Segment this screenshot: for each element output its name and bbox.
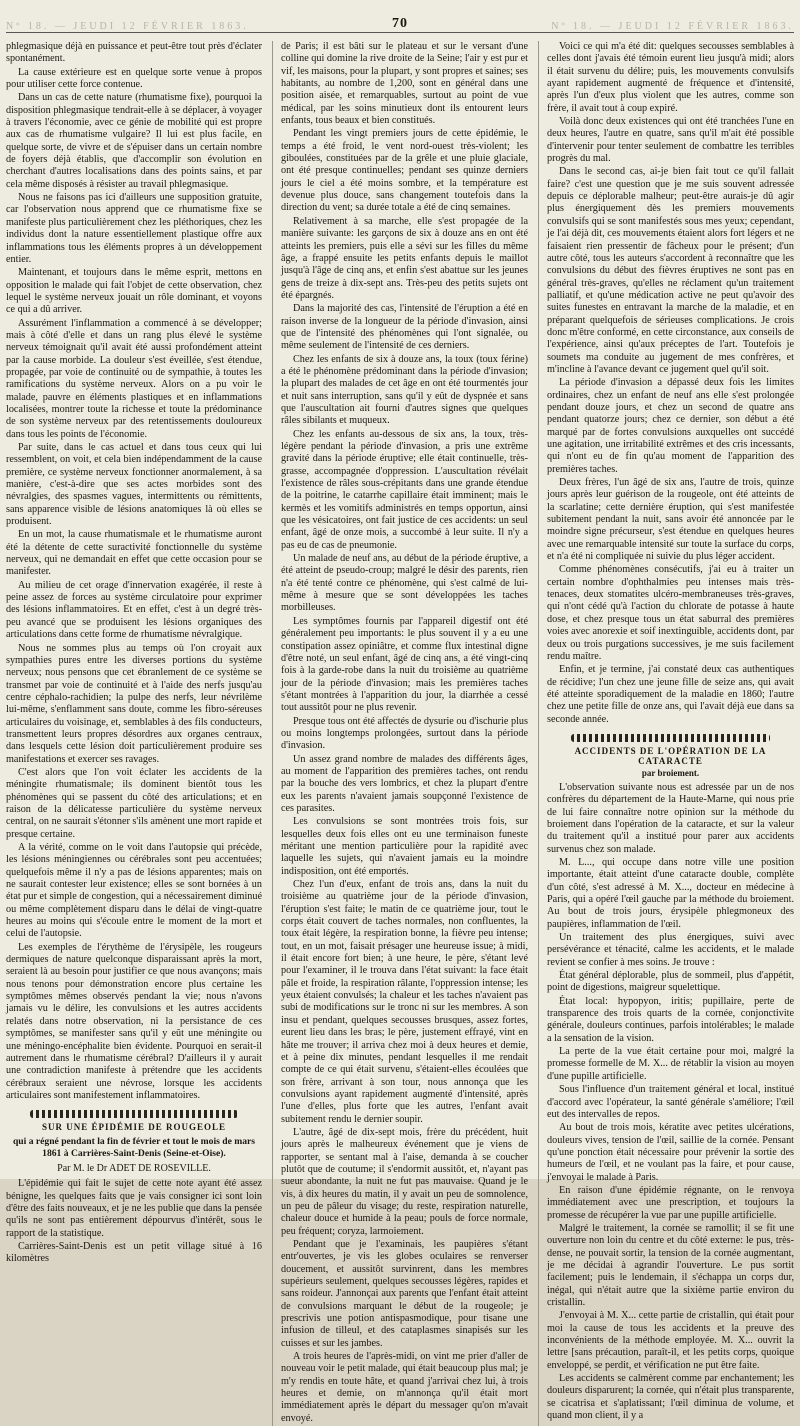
page-number: 70	[392, 16, 408, 31]
paragraph: État local: hypopyon, iritis; pupillaire, perte de transparence des trois quarts de la cornée, conjonctivite générale, douleurs continues, parfois intolérables; le malade a la sensation de la vision.	[547, 995, 794, 1044]
paragraph: État général déplorable, plus de sommeil, plus d'appétit, point de digestions, maigreur squelettique.	[547, 970, 794, 994]
article-title: ACCIDENTS DE L'OPÉRATION DE LA CATARACTE	[574, 745, 767, 766]
page-header	[6, 6, 794, 33]
paragraph: Presque tous ont été affectés de dysurie ou d'ischurie plus ou moins longtemps prolongées, surtout dans la période d'invasion.	[281, 715, 528, 752]
article-byline: Par M. le Dr ADET DE ROSEVILLE.	[57, 1163, 211, 1175]
paragraph: Malgré le traitement, la cornée se ramollit; il se fit une ouverture non loin du centre et du côté externe: le pus, très-dense, ne pouvait sortir, la tension de la cornée augmentant, je me décidai à agrandir l'ouverture. Le pus sortit facilement; puis le lendemain, il s'échappa un corps dur, inégal, qui n'était autre que la sixième partie environ du cristallin.	[547, 1222, 794, 1308]
paragraph: A la vérité, comme on le voit dans l'autopsie qui précède, les lésions méningiennes ou cérébrales sont peu accentuées; quelquefois même il n'y a pas de lésions apparentes; mais on ne saurait contester leur existence; elles se sont bornées à un état pur et simple de congestion, qui a nécessairement diminué ou même complètement disparu dans le délai de vingt-quatre heures au moins qui s'écoule entre le moment de la mort et celui de l'autopsie.	[6, 842, 262, 940]
article-subtitle: qui a régné pendant la fin de février et tout le mois de mars 1861 à Carrières-Saint-Denis (Seine-et-Oise).	[12, 1136, 256, 1160]
paragraph: Un traitement des plus énergiques, suivi avec persévérance et ténacité, calme les accidents, et le malade revient se confier à mes soins. Je trouve :	[547, 932, 794, 968]
paragraph: Carrières-Saint-Denis est un petit village situé à 16 kilomètres	[6, 1240, 262, 1265]
paragraph: J'envoyai à M. X... cette partie de cristallin, qui était pour moi la cause de tous les accidents et la preuve des inconvénients de la méthode employée. M. X... ouvrit la lettre [sans précaution, paraît-il, et les petits corps, quoique enveloppé, se perdit, et vérification ne put être faite.	[547, 1310, 794, 1371]
paragraph: Chez l'un d'eux, enfant de trois ans, dans la nuit du troisième au quatrième jour de la période d'invasion, l'éruption s'est faite; le matin de ce quatrième jour, tout le corps était couvert de taches normales, non confluentes, la toux était légère, la respiration bonne, la fièvre peu intense; tout, en un mot, faisait présager une heureuse issue; à midi, il était encore fort bien; à une heure, le père, s'étant levé pour l'examiner, il le trouva dans l'état suivant: la face était pâle et froide, la respiration râlante, l'oppression intense; les yeux étaient convulsés; la chaleur et les taches n'avaient pas subi de modifications sur le tronc ni sur les membres. A son insu et pendant, quelques secousses brusques, assez fortes, eurent lieu dans les bras; le père, justement effrayé, vint en hâte me trouver; il arriva chez moi à deux heures et demie, et à peine dix minutes, pendant lesquelles il me rendait compte de ce qui était survenu, s'étaient-elles écoulées que son frère, arrivant à son tour, nous annonça que les convulsions ayant rapidement augmenté d'intensité, après l'une d'elles, plus forte que les autres, l'enfant avait subitement rendu le dernier soupir.	[281, 879, 528, 1125]
paragraph: Dans la majorité des cas, l'intensité de l'éruption a été en raison inverse de la longueur de la période d'invasion, ainsi que de l'intensité des phénomènes qui l'ont signalée, ou même seulement de l'intensité de ces derniers.	[281, 303, 528, 352]
paragraph: La cause extérieure est en quelque sorte venue à propos pour utiliser cette force contenue.	[6, 66, 262, 91]
article-heading	[547, 734, 794, 778]
paragraph: L'observation suivante nous est adressée par un de nos confrères du département de la Haute-Marne, qui nous prie de lui faire connaître notre opinion sur la méthode du broiement dans l'opération de la cataracte, et sur la valeur du traitement qu'il a institué pour parer aux accidents survenus chez son malade.	[547, 781, 794, 855]
paragraph: La période d'invasion a dépassé deux fois les limites ordinaires, chez un enfant de neuf ans elle s'est prolongée pendant douze jours, et chez un second de quatre ans pendant quatorze jours; chez ce dernier, son début a été marqué par de fortes convulsions auxquelles ont succédé une agitation, une irritabilité extrêmes et des cris incessants, qui n'ont eu de fin qu'au moment de l'apparition des premières taches.	[547, 377, 794, 475]
paragraph: Deux frères, l'un âgé de six ans, l'autre de trois, quinze jours après leur guérison de la rougeole, ont été atteints de la scarlatine; cette dernière éruption, qui s'est manifestée subitement pendant la nuit, sans avoir été annoncée par le moindre signe précurseur, s'est étendue en quelques heures avec une remarquable intensité sur toute la surface du corps, et n'a été ni compliquée ni suivie du plus léger accident.	[547, 477, 794, 563]
paragraph: Les symptômes fournis par l'appareil digestif ont été généralement peu importants: le plus souvent il y a eu une constipation assez opiniâtre, et comme flux intestinal digne d'être noté, un seul enfant, âgé de cinq ans, a été vingt-cinq fois à la garde-robe dans la nuit du troisième au quatrième jour de la période d'invasion; mais les premières taches s'étant montrées à l'apparition du jour, la diarrhée a cessé tout aussitôt pour ne plus revenir.	[281, 615, 528, 714]
article-heading	[6, 1110, 262, 1132]
paragraph: Nous ne sommes plus au temps où l'on croyait aux sympathies pures entre les diverses portions du système nerveux; nous pensons que cet ébranlement de ce système se transmet par voie de continuité et à l'aide des nerfs jusqu'au centre céphalo-rachidien; la pulpe des nerfs, leur névrilème lui-même, s'enflamment sans doute, comme les fibro-séreuses articulaires du voisinage, et, semblables à des fils conducteurs, transmettent leurs propres désordres aux organes centraux, dans lesquels cette lésion doit particulièrement produire ses manifestations et exercer ses ravages.	[6, 642, 262, 765]
article-title: SUR UNE ÉPIDÉMIE DE ROUGEOLE	[41, 1122, 227, 1133]
paragraph: Nous ne faisons pas ici d'ailleurs une supposition gratuite, car l'observation nous apprend que ce rhumatisme fixe se manifeste plus particulièrement chez les pléthoriques, chez les individus dont la nature essentiellement plastique offre aux inflammations tous les éléments propres à un développement entier.	[6, 192, 262, 265]
paragraph: Un assez grand nombre de malades des différents âges, au moment de l'apparition des premières taches, ont rendu par la bouche des vers lombrics, et chez la plupart d'entre eux les parents n'avaient jamais soupçonné l'existence de ces parasites.	[281, 753, 528, 814]
paragraph: Dans un cas de cette nature (rhumatisme fixe), pourquoi la disposition phlegmasique tendrait-elle à se déplacer, à voyager à travers l'économie, avec ce génie de mobilité qui est propre aux cas de rhumatisme vulgaire? Il lui est plus facile, en quelque sorte, de vivre et de s'épuiser dans un certain nombre de foyers déjà établis, que d'accomplir son évolution en cherchant d'autres localisations dans des points sains, et par cela même disposés à résister au travail phlegmasique.	[6, 92, 262, 190]
article-columns	[6, 41, 794, 1424]
paragraph: Au bout de trois mois, kératite avec petites ulcérations, douleurs vives, tension de l'œil, saillie de la cornée. Pensant qu'une ponction était nécessaire pour prévenir la sortie des humeurs de l'œil, et ne voulant pas la faire, et pour cause, j'envoyai le malade à Paris.	[547, 1122, 794, 1183]
paragraph: Comme phénomènes consécutifs, j'ai eu à traiter un certain nombre d'ophthalmies peu intenses mais très-tenaces, deux stomatites ulcéro-membraneuses très-graves, qui n'ont cédé qu'à l'action du chlorate de potasse à haute dose, et chez presque tous un état saburral des premières voies avec anorexie et soif inextinguible, accidents dont, par deux ou trois purgations successives, je me suis facilement rendu maître.	[547, 564, 794, 662]
paragraph: Par suite, dans le cas actuel et dans tous ceux qui lui ressemblent, on voit, et cela bien indépendamment de la cause première, ce système nerveux fonctionner anormalement, à sa manière, c'est-à-dire que ses actes morbides sont des névralgies, des spasmes vagues, intermittents ou rémittents, sans apparence visible de lésions anatomiques là où elles se produisent.	[6, 442, 262, 528]
paragraph: L'autre, âgé de dix-sept mois, frère du précédent, huit jours après le malheureux événement que je viens de rapporter, se sentant mal à l'aise, demanda à se coucher plutôt que de coutume; il s'endormit aussitôt, et, n'ayant pas sueur abondante, la nuit ne fut pas mauvaise. Quand je le vis, à dix heures du matin, il y avait un peu de somnolence, un peu de pâleur du visage; du reste, respiration naturelle, chaleur douce et humide à la peau; pouls de force normale, peu fréquent; coryza, larmoiement.	[281, 1126, 528, 1237]
paragraph: de Paris; il est bâti sur le plateau et sur le versant d'une colline qui domine la rive droite de la Seine; l'air y est pur et vif, les maisons, pour la plupart, y sont propres et saines; ses habitants, au nombre de 1,200, sont en général dans une position aisée, et remarquables, surtout au point de vue médical, par les soins minutieux dont ils entourent leurs enfants, tous beaux et bien constitués.	[281, 41, 528, 127]
ornament-divider	[571, 734, 770, 742]
paragraph: Les accidents se calmèrent comme par enchantement; les douleurs disparurent; la cornée, qui n'était plus transparente, se cicatrisa et s'aplatissant; l'œil diminua de volume, et quand mon client, il y a	[547, 1373, 794, 1422]
paragraph: C'est alors que l'on voit éclater les accidents de la méningite rhumatismale; ils dominent bientôt tous les phénomènes qui se passent du côté des articulations; et en raison de la délicatesse particulière du système nerveux central, on ne saurait s'étonner s'ils amènent une mort rapide et presque certaine.	[6, 766, 262, 840]
paragraph: A trois heures de l'après-midi, on vint me prier d'aller de nouveau voir le petit malade, qui était beaucoup plus mal; je m'y rendis en toute hâte, et quand j'arrivai chez lui, à trois heures et demie, on m'annonça qu'il était mort immédiatement après le départ du messager qu'on m'avait envoyé.	[281, 1351, 528, 1424]
article-subtitle: par broiement.	[641, 767, 700, 778]
column-3	[538, 41, 794, 1426]
paragraph: En raison d'une épidémie régnante, on le renvoya immédiatement avec une prescription, et toujours la promesse de récupérer la vue par une pupille artificielle.	[547, 1184, 794, 1221]
ornament-divider	[30, 1110, 238, 1118]
paragraph: Relativement à sa marche, elle s'est propagée de la manière suivante: les garçons de six à douze ans en ont été atteints les premiers, puis elle a sévi sur les filles du même âge, a frappé ensuite les petits enfants depuis le maillot jusqu'à l'âge de cinq ans, et enfin s'est abattue sur les jeunes gens de treize à dix-sept ans. Très-peu des petits sujets ont été épargnés.	[281, 215, 528, 301]
paragraph: En un mot, la cause rhumatismale et le rhumatisme auront été la détente de cette suractivité fonctionnelle du système nerveux, qui ne demandait en effet que cette occasion pour se manifester.	[6, 529, 262, 578]
paragraph: Pendant que je l'examinais, les paupières s'étant entr'ouvertes, je vis les globes oculaires se renverser doucement, et aussitôt survinrent, dans les membres supérieurs seulement, quelques secousses légères, rapides et sans roideur. J'annonçai aux parents que l'enfant était atteint de convulsions marquant le début de la rougeole; je prescrivis une potion antispasmodique, pour tisane une infusion de tilleul, et des cataplasmes sinapisés sur les cuisses et sur les jambes.	[281, 1239, 528, 1349]
paragraph: Enfin, et je termine, j'ai constaté deux cas authentiques de récidive; l'un chez une jeune fille de seize ans, qui avait été atteinte sporadiquement de la maladie en 1860; l'autre chez une petite fille de onze ans, qui l'avait déjà eue dans sa seconde année.	[547, 664, 794, 725]
paragraph: Assurément l'inflammation a commencé à se développer; mais à côté d'elle et dans un rang plus élevé le système nerveux témoignait qu'il avait été aussi profondément atteint par la cause morbide. La douleur s'est éveillée, s'est étendue, propagée, par voie de continuité ou de sympathie, à toutes les ramifications du système nerveux. Alors on a pu voir le malade, pauvre en éléments plastiques et en inflammations localisées, montrer toute la richesse et toute la prédominance de son système nerveux par des retentissements douloureux dans tous les points de l'économie.	[6, 317, 262, 440]
paragraph: Au milieu de cet orage d'innervation exagérée, il reste à peine assez de forces au système circulatoire pour exprimer des lésions inflammatoires. Et en effet, c'est à un degré très-peu avancé que se produisent les lésions organiques des articulations dans cette forme de rhumatisme névralgique.	[6, 579, 262, 641]
column-1	[6, 41, 262, 1426]
paragraph: L'épidémie qui fait le sujet de cette note ayant été assez bénigne, les quelques faits que je vais consigner ici sont loin d'être des faits nouveaux, et je ne les publie que dans la pensée qu'ils ne sont pas entièrement dépourvus d'intérêt, sous le rapport de la statistique.	[6, 1178, 262, 1239]
paragraph: La perte de la vue était certaine pour moi, malgré la promesse formelle de M. X... de rétablir la vision au moyen d'une pupille artificielle.	[547, 1046, 794, 1082]
paragraph: Chez les enfants de six à douze ans, la toux (toux férine) a été le phénomène prédominant dans la période d'invasion; la plupart des malades de cet âge en ont été tourmentés jour et nuit sans interruption, sans qu'il y eût de dyspnée et sans que l'auscultation ait fourni d'autres signes que quelques râles sibilants et muqueux.	[281, 353, 528, 427]
paragraph: Chez les enfants au-dessous de six ans, la toux, très-légère pendant la période d'invasion, a pris une extrême gravité dans la période éruptive; elle était continuelle, très-grasse, accompagnée d'oppression. L'auscultation révélait l'existence de râles sous-crépitants dans une grande étendue de la poitrine, le catarrhe capillaire était imminent; mais le kermès et les vomitifs administrés en temps opportun, ainsi que les vésicatoires, ont fait justice de ces accidents: un seul enfant, âgé de onze mois, a succombé à leur suite. Il n'y a pas eu de cas de pneumonie.	[281, 428, 528, 551]
paragraph: Un malade de neuf ans, au début de la période éruptive, a été atteint de pseudo-croup; malgré le désir des parents, rien n'a été tenté contre ce phénomène, qui s'est calmé de lui-même à mesure que se sont développées les taches morbilleuses.	[281, 553, 528, 614]
paragraph: Dans le second cas, ai-je bien fait tout ce qu'il fallait faire? c'est une question que je me suis souvent adressée depuis ce déplorable malheur; peut-être aurais-je dû agir plus énergiquement dès les premiers mouvements convulsifs qui se sont manifestés sous mes yeux; cependant, je l'ai déjà dit, ces mouvements étaient alors fort légers et ne faisaient rien pressentir de fâcheux pour le présent; d'un autre côté, tous les auteurs s'accordent à reconnaître que les convulsions du début des fièvres éruptives ne sont pas en général très-graves, qu'elles ne réclament qu'un traitement palliatif, et qu'une médication active ne peut qu'avoir des suites funestes en entravant la marche de la maladie, et en préparant quelquefois de sérieuses complications. Je crois donc m'être conformé, en cette circonstance, aux conseils de l'expérience, ainsi qu'aux préceptes de l'art. Toutefois je soumets ma conduite au jugement de mes confrères, et m'incline à l'avance devant ce jugement quel qu'il soit.	[547, 166, 794, 375]
paragraph: Voici ce qui m'a été dit: quelques secousses semblables à celles dont j'avais été témoin eurent lieu jusqu'à midi; alors il était survenu du délire; puis, les mouvements convulsifs ayant rapidement augmenté de fréquence et d'intensité, après l'un d'eux plus violent que les autres, comme son frère, il avait tout à coup expiré.	[547, 41, 794, 114]
paragraph: Sous l'influence d'un traitement général et local, institué d'accord avec l'opérateur, la santé générale s'améliore; l'œil eut des intervalles de repos.	[547, 1084, 794, 1120]
header-left: Nº 18. — JEUDI 12 FÉVRIER 1863.	[6, 21, 249, 32]
column-2	[272, 41, 528, 1426]
paragraph: Maintenant, et toujours dans le même esprit, mettons en opposition le malade qui fait l'objet de cette observation, chez lequel le système nerveux jouait un rôle dominant, et voyons ce qui a dû arriver.	[6, 267, 262, 316]
paragraph: phlegmasique déjà en puissance et peut-être tout près d'éclater spontanément.	[6, 41, 262, 65]
paragraph: Pendant les vingt premiers jours de cette épidémie, le temps a été froid, le vent nord-ouest très-violent; les giboulées, constituées par de la grêle et une pluie glaciale, ont été presque continuelles; pendant ses quinze derniers jours le ciel a été moins sombre, et la température est devenue plus douce, sans changement toutefois dans la direction du vent; sa durée totale a été de cinq semaines.	[281, 128, 528, 214]
paragraph: Les convulsions se sont montrées trois fois, sur lesquelles deux fois elles ont eu une terminaison funeste méritant une mention particulière pour la rapidité avec laquelle les sujets, qui n'avaient jamais eu la moindre indisposition, ont été emportés.	[281, 816, 528, 877]
paragraph: M. L..., qui occupe dans notre ville une position importante, était atteint d'une cataracte double, complète d'un côté, s'est adressé à M. X..., docteur en médecine à Paris, qui a opéré l'œil gauche par la méthode du broiement. Au bout de trois jours, érysipèle phlegmoneux des paupières, inflammation de l'œil.	[547, 856, 794, 930]
paragraph: Les exemples de l'érythème de l'érysipèle, les rougeurs dermiques de nature quelconque disparaissant après la mort, seraient là au besoin pour justifier ce que nous avançons; mais nous tenons pour démonstration encore plus certaine les symptômes mêmes observés pendant la vie; nous n'avons jamais vu le délire, les convulsions et les autres accidents relatés dans notre observation, ni la persistance de ces symptômes, se manifester sans qu'il y eût une méningite ou une méningo-encéphalite bien évidente. Pourquoi en serait-il autrement dans le rhumatisme cérébral? D'ailleurs il y aurait une contradiction manifeste à prétendre que les accidents cérébraux seraient une névrose, lorsque les accidents articulaires sont manifestement inflammatoires.	[6, 941, 262, 1101]
paragraph: Voilà donc deux existences qui ont été tranchées l'une en deux heures, l'autre en quatre, sans qu'il m'ait été possible d'intervenir pour tenter seulement de combattre les terribles progrès du mal.	[547, 116, 794, 165]
header-right: Nº 18. — JEUDI 12 FÉVRIER 1863.	[551, 21, 794, 32]
